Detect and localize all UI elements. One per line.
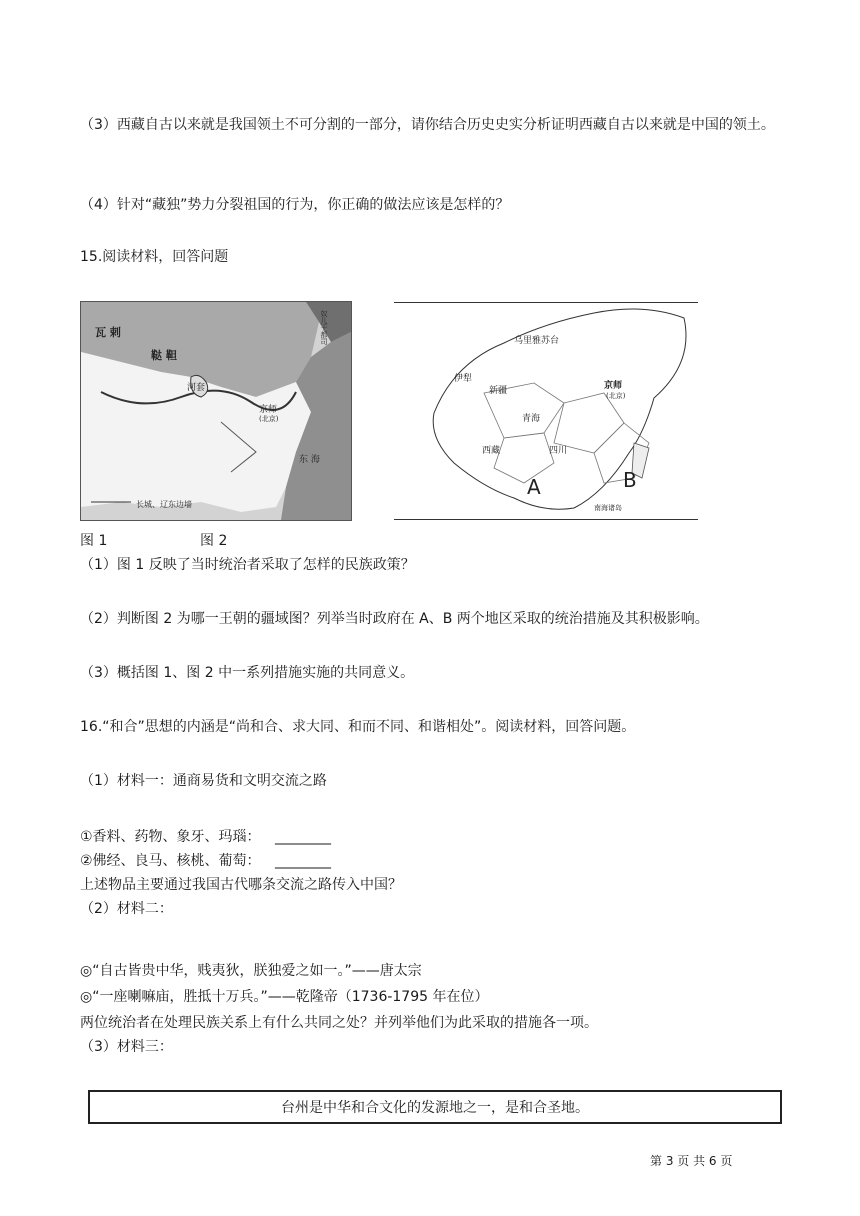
map-figures [80, 298, 720, 523]
question-16-item-1 [80, 828, 331, 846]
map2-label-uliasutai: 乌里雅苏台 [514, 336, 560, 346]
map1-label-tatar: 鞑 靼 [151, 349, 177, 362]
page-number: 第 3 页 共 6 页 [650, 1154, 733, 1168]
quote-qianlong: ◎“一座喇嘛庙，胜抵十万兵。”——乾隆帝（1736-1795 年在位） [80, 989, 489, 1005]
question-16-material-2: （2）材料二： [80, 901, 173, 917]
figure-2-caption: 图 2 [200, 533, 228, 549]
map2-label-south-sea: 南海诸岛 [594, 504, 622, 512]
map2-label-capital: 京师 [604, 381, 623, 391]
material-3-box [88, 1090, 782, 1124]
question-15-part-1: （1）图 1 反映了当时统治者采取了怎样的民族政策？ [80, 557, 415, 573]
item-2-text: ②佛经、良马、核桃、葡萄： [80, 853, 261, 869]
question-16-material-3: （3）材料三： [80, 1039, 173, 1055]
map-1-graphic [81, 302, 351, 520]
question-16-material-2-question: 两位统治者在处理民族关系上有什么共同之处？并列举他们为此采取的措施各一项。 [80, 1015, 598, 1031]
map1-label-capital-sub: (北京) [259, 415, 279, 423]
map1-legend: 长城、辽东边墙 [136, 500, 192, 509]
question-16-material-1-question: 上述物品主要通过我国古代哪条交流之路传入中国？ [80, 877, 402, 893]
map1-label-hetao: 河套 [187, 383, 206, 393]
map2-label-yili: 伊犁 [454, 374, 473, 384]
map1-label-capital: 京师 [259, 405, 278, 415]
material-3-box-text: 台州是中华和合文化的发源地之一，是和合圣地。 [281, 1100, 589, 1116]
map2-label-qinghai: 青海 [522, 414, 541, 424]
map1-label-nurgan: 奴儿干都司 [320, 310, 328, 345]
map2-label-b: B [623, 468, 637, 492]
item-2-blank[interactable]: ________ [275, 853, 332, 869]
item-1-blank[interactable]: ________ [275, 829, 332, 845]
map1-label-oirat: 瓦 剌 [95, 326, 121, 339]
question-15-title: 15.阅读材料，回答问题 [80, 249, 229, 265]
quote-tang-taizong: ◎“自古皆贵中华，贱夷狄，朕独爱之如一。”——唐太宗 [80, 963, 422, 979]
question-16-material-1: （1）材料一：通商易货和文明交流之路 [80, 773, 327, 789]
map2-label-a: A [527, 475, 541, 499]
question-16-title: 16.“和合”思想的内涵是“尚和合、求大同、和而不同、和谐相处”。阅读材料，回答问题。 [80, 719, 636, 735]
question-15-part-3: （3）概括图 1、图 2 中一系列措施实施的共同意义。 [80, 665, 415, 681]
question-14-part-4: （4）针对“藏独”势力分裂祖国的行为，你正确的做法应该是怎样的？ [80, 197, 510, 213]
question-16-item-2 [80, 852, 331, 870]
map1-label-east-sea: 东 海 [299, 455, 320, 465]
map2-label-xizang: 西藏 [482, 446, 501, 456]
map2-label-sichuan: 四川 [549, 446, 568, 456]
map-figure-2 [394, 302, 698, 520]
map2-label-capital-sub: (北京) [606, 392, 626, 400]
item-1-text: ①香料、药物、象牙、玛瑙： [80, 829, 261, 845]
map-figure-1 [80, 301, 352, 521]
figure-1-caption: 图 1 [80, 533, 108, 549]
question-15-part-2: （2）判断图 2 为哪一王朝的疆域图？列举当时政府在 A、B 两个地区采取的统治措施及其积极影响。 [80, 611, 709, 627]
map2-label-xinjiang: 新疆 [489, 386, 508, 396]
question-14-part-3: （3）西藏自古以来就是我国领土不可分割的一部分，请你结合历史史实分析证明西藏自古以来就是中国的领土。 [80, 117, 775, 133]
